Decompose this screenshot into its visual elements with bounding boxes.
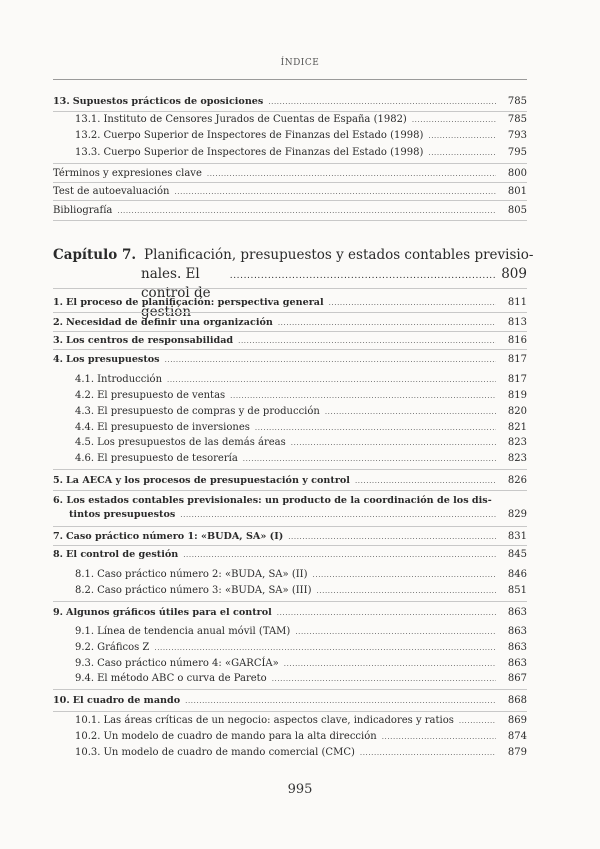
- entry-label: [75, 584, 311, 598]
- toc-entry[interactable]: [75, 146, 527, 160]
- toc-entry[interactable]: [53, 530, 527, 544]
- dot-leader: [255, 421, 496, 435]
- entry-number: 13.1.: [75, 114, 101, 125]
- entry-number: 4.4.: [75, 422, 95, 433]
- entry-text: La AECA y los procesos de presupuestación y control: [66, 475, 350, 486]
- dot-leader: [325, 405, 496, 419]
- entry-number: 9.4.: [75, 673, 95, 684]
- entry-label: [75, 730, 377, 744]
- entry-number: 13.3.: [75, 147, 101, 158]
- entry-text: Introducción: [97, 374, 163, 385]
- toc-entry[interactable]: [53, 548, 527, 562]
- dot-leader: [355, 474, 496, 488]
- entry-page: 800: [507, 168, 527, 179]
- dot-leader: [167, 373, 496, 387]
- divider: [53, 220, 527, 221]
- dot-leader: [288, 530, 496, 544]
- entry-label: [75, 421, 250, 435]
- toc-entry[interactable]: [75, 714, 527, 728]
- entry-label: [75, 714, 454, 728]
- dot-leader: [268, 95, 496, 109]
- entry-label: [53, 185, 169, 199]
- entry-page: 845: [507, 549, 527, 560]
- entry-text: Un modelo de cuadro de mando para la alta dirección: [103, 731, 377, 742]
- divider: [53, 331, 527, 332]
- dot-leader: [207, 167, 496, 181]
- entry-text: Cuerpo Superior de Inspectores de Finanzas del Estado (1998): [103, 130, 424, 141]
- page-number: 995: [287, 782, 313, 797]
- divider: [53, 601, 527, 602]
- running-head: ÍNDICE: [280, 58, 320, 68]
- dot-leader: [117, 204, 496, 218]
- entry-label: [75, 405, 320, 419]
- entry-text: Necesidad de definir una organización: [66, 317, 273, 328]
- entry-page: 819: [507, 390, 527, 401]
- toc-entry[interactable]: [75, 746, 527, 760]
- entry-page: 793: [507, 130, 527, 141]
- toc-entry-6[interactable]: [53, 494, 527, 524]
- toc-entry[interactable]: [53, 334, 527, 348]
- toc-entry[interactable]: [75, 568, 527, 582]
- entry-text: Caso práctico número 3: «BUDA, SA» (III): [97, 585, 312, 596]
- dot-leader: [154, 641, 496, 655]
- toc-entry[interactable]: [75, 129, 527, 143]
- entry-number: 7.: [53, 531, 64, 542]
- entry-number: 4.2.: [75, 390, 95, 401]
- entry-text: Gráficos Z: [97, 642, 150, 653]
- entry-label: [53, 334, 233, 348]
- entry-label: [75, 146, 423, 160]
- entry-text: Bibliografía: [53, 205, 113, 216]
- dot-leader: [313, 568, 496, 582]
- dot-leader: [459, 714, 496, 728]
- entry-text: Cuerpo Superior de Inspectores de Finanzas del Estado (1998): [103, 147, 424, 158]
- entry-number: 9.2.: [75, 642, 95, 653]
- toc-entry[interactable]: [53, 316, 527, 330]
- divider: [53, 200, 527, 201]
- entry-label: [75, 568, 308, 582]
- entry-number: 10.1.: [75, 715, 101, 726]
- entry-page: 817: [507, 354, 527, 365]
- entry-page: 826: [507, 475, 527, 486]
- entry-label: [75, 436, 286, 450]
- entry-page: 823: [507, 453, 527, 464]
- entry-page: 868: [507, 695, 527, 706]
- entry-number: 10.2.: [75, 731, 101, 742]
- entry-label: [53, 204, 112, 218]
- chapter-title-line2: nales. El control de gestión: [141, 266, 211, 320]
- chapter-title-line1: Planificación, presupuestos y estados contables previsio-: [144, 247, 534, 263]
- toc-entry[interactable]: [75, 625, 527, 639]
- entry-number: 10.: [53, 695, 70, 706]
- entry-page: 816: [507, 335, 527, 346]
- dot-leader: [295, 625, 496, 639]
- entry-label: [75, 746, 355, 760]
- entry-page: 846: [507, 569, 527, 580]
- toc-entry[interactable]: [75, 389, 527, 403]
- toc-entry[interactable]: [53, 204, 527, 218]
- entry-number: 13.2.: [75, 130, 101, 141]
- divider: [53, 182, 527, 183]
- entry-text: Caso práctico número 2: «BUDA, SA» (II): [97, 569, 308, 580]
- divider: [53, 689, 527, 690]
- dot-leader: [428, 146, 496, 160]
- entry-number: 9.3.: [75, 658, 95, 669]
- entry-label: [53, 530, 283, 544]
- entry-text: El método ABC o curva de Pareto: [97, 673, 267, 684]
- entry-text: Algunos gráficos útiles para el control: [66, 607, 272, 618]
- toc-entry[interactable]: [75, 405, 527, 419]
- entry-label: [75, 625, 290, 639]
- entry-number: 2.: [53, 317, 64, 328]
- entry-page: 863: [507, 658, 527, 669]
- entry-text: Instituto de Censores Jurados de Cuentas de España (1982): [103, 114, 407, 125]
- dot-leader: [272, 672, 496, 686]
- divider: [53, 469, 527, 470]
- divider: [53, 349, 527, 350]
- divider: [53, 490, 527, 491]
- divider: [53, 526, 527, 527]
- toc-entry[interactable]: [75, 641, 527, 655]
- toc-entry[interactable]: [75, 672, 527, 686]
- divider: [53, 312, 527, 313]
- entry-number: 4.: [53, 354, 64, 365]
- entry-page: 851: [507, 585, 527, 596]
- toc-entry[interactable]: [75, 657, 527, 671]
- entry-number: 4.1.: [75, 374, 95, 385]
- toc-entry[interactable]: [53, 694, 527, 708]
- entry-page: 829: [507, 509, 527, 520]
- toc-entry[interactable]: [75, 584, 527, 598]
- dot-leader: [382, 730, 496, 744]
- divider: [53, 111, 527, 112]
- entry-label: [75, 113, 407, 127]
- entry-text: Los presupuestos de las demás áreas: [97, 437, 286, 448]
- dot-leader: [238, 334, 496, 348]
- entry-page: 867: [507, 673, 527, 684]
- dot-leader: [183, 548, 496, 562]
- entry-page: 874: [507, 731, 527, 742]
- entry-page: 863: [507, 607, 527, 618]
- toc-entry[interactable]: [75, 436, 527, 450]
- chapter-heading: [53, 246, 534, 322]
- toc-entry[interactable]: [75, 730, 527, 744]
- entry-number: 9.1.: [75, 626, 95, 637]
- entry-text: Los centros de responsabilidad: [66, 335, 234, 346]
- dot-leader: [360, 746, 496, 760]
- toc-entry[interactable]: [53, 185, 527, 199]
- entry-label: [75, 657, 279, 671]
- entry-number: 3.: [53, 335, 64, 346]
- entry-label: [75, 452, 238, 466]
- entry-text: Test de autoevaluación: [53, 186, 170, 197]
- entry-label: [53, 548, 178, 562]
- entry-number: 4.3.: [75, 406, 95, 417]
- divider: [53, 288, 527, 289]
- entry-label: [53, 353, 160, 367]
- dot-leader: [230, 267, 496, 286]
- dot-leader: [316, 584, 496, 598]
- entry-number: 13.: [53, 96, 70, 107]
- entry-page: 817: [507, 374, 527, 385]
- entry-label-line1: Los estados contables previsionales: un producto de la coordinación de los dis-: [66, 495, 492, 506]
- entry-label: [53, 694, 180, 708]
- divider: [53, 163, 527, 164]
- toc-entry[interactable]: [53, 606, 527, 620]
- entry-text: El presupuesto de inversiones: [97, 422, 250, 433]
- entry-text: Términos y expresiones clave: [53, 168, 202, 179]
- entry-page: 831: [507, 531, 527, 542]
- entry-label: [53, 316, 273, 330]
- divider: [53, 545, 527, 546]
- toc-entry[interactable]: [75, 113, 527, 127]
- entry-page: 863: [507, 626, 527, 637]
- toc-entry[interactable]: [53, 296, 527, 310]
- dot-leader: [180, 508, 496, 522]
- entry-text: Caso práctico número 1: «BUDA, SA» (I): [66, 531, 284, 542]
- entry-text: Las áreas críticas de un negocio: aspectos clave, indicadores y ratios: [103, 715, 454, 726]
- dot-leader: [284, 657, 496, 671]
- entry-page: 869: [507, 715, 527, 726]
- entry-number: 9.: [53, 607, 64, 618]
- entry-text: Supuestos prácticos de oposiciones: [72, 96, 264, 107]
- dot-leader: [428, 129, 496, 143]
- entry-text: El cuadro de mando: [72, 695, 181, 706]
- entry-number: 8.2.: [75, 585, 95, 596]
- entry-label: [75, 641, 149, 655]
- entry-number: 4.5.: [75, 437, 95, 448]
- entry-number: 5.: [53, 475, 64, 486]
- dot-leader: [243, 452, 496, 466]
- dot-leader: [185, 694, 496, 708]
- entry-label: [53, 95, 263, 109]
- entry-label-line2: tintos presupuestos: [69, 509, 176, 520]
- toc-entry[interactable]: [75, 421, 527, 435]
- entry-page: 801: [507, 186, 527, 197]
- entry-text: Un modelo de cuadro de mando comercial (CMC): [103, 747, 355, 758]
- entry-label: [75, 129, 423, 143]
- dot-leader: [329, 296, 496, 310]
- entry-text: El control de gestión: [66, 549, 179, 560]
- toc-entry[interactable]: [53, 353, 527, 367]
- entry-text: Caso práctico número 4: «GARCÍA»: [97, 658, 279, 669]
- dot-leader: [165, 353, 496, 367]
- toc-entry[interactable]: [53, 95, 527, 109]
- divider: [53, 711, 527, 712]
- entry-page: 821: [507, 422, 527, 433]
- header-rule: [53, 79, 527, 80]
- entry-number: 6.: [53, 495, 64, 506]
- entry-text: El proceso de planificación: perspectiva general: [66, 297, 324, 308]
- entry-number: 1.: [53, 297, 64, 308]
- entry-text: El presupuesto de tesorería: [97, 453, 238, 464]
- entry-page: 879: [507, 747, 527, 758]
- entry-page: 811: [507, 297, 527, 308]
- entry-number: 10.3.: [75, 747, 101, 758]
- entry-page: 795: [507, 147, 527, 158]
- entry-page: 813: [507, 317, 527, 328]
- entry-text: Línea de tendencia anual móvil (TAM): [97, 626, 291, 637]
- entry-label: [75, 373, 162, 387]
- entry-page: 785: [507, 96, 527, 107]
- entry-page: 863: [507, 642, 527, 653]
- entry-number: 4.6.: [75, 453, 95, 464]
- chapter-label: Capítulo 7.: [53, 247, 137, 263]
- toc-entry[interactable]: [53, 474, 527, 488]
- chapter-page: 809: [501, 266, 527, 282]
- entry-label: [53, 606, 272, 620]
- entry-page: 805: [507, 205, 527, 216]
- dot-leader: [230, 389, 496, 403]
- toc-entry[interactable]: [75, 373, 527, 387]
- dot-leader: [278, 316, 496, 330]
- entry-number: 8.: [53, 549, 64, 560]
- entry-text: El presupuesto de compras y de producción: [97, 406, 320, 417]
- entry-page: 820: [507, 406, 527, 417]
- entry-label: [53, 167, 202, 181]
- entry-text: El presupuesto de ventas: [97, 390, 226, 401]
- toc-entry[interactable]: [75, 452, 527, 466]
- dot-leader: [412, 113, 496, 127]
- entry-page: 823: [507, 437, 527, 448]
- entry-label: [75, 389, 225, 403]
- entry-label: [53, 296, 324, 310]
- dot-leader: [277, 606, 496, 620]
- entry-label: [75, 672, 267, 686]
- entry-text: Los presupuestos: [66, 354, 160, 365]
- entry-page: 785: [507, 114, 527, 125]
- dot-leader: [291, 436, 496, 450]
- entry-number: 8.1.: [75, 569, 95, 580]
- entry-label: [53, 474, 350, 488]
- toc-entry[interactable]: [53, 167, 527, 181]
- dot-leader: [174, 185, 496, 199]
